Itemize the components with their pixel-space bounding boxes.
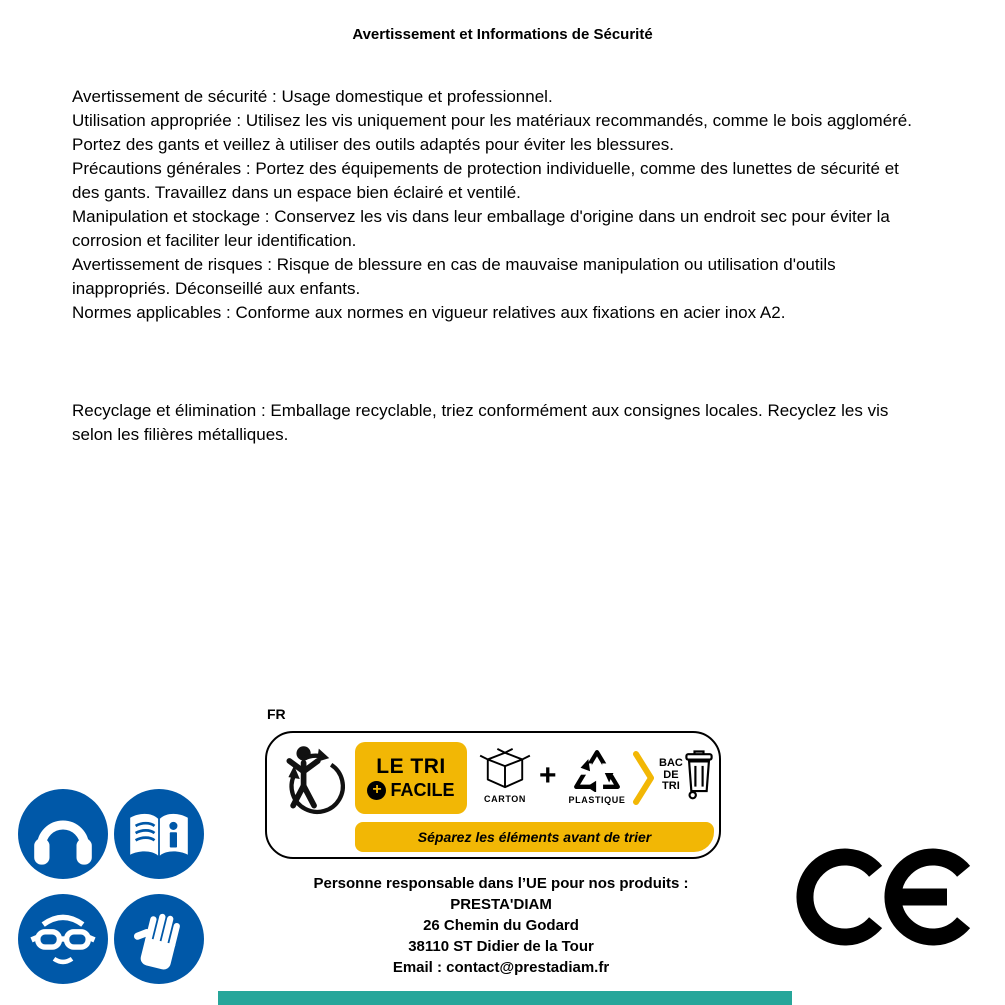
ear-protection-icon (18, 789, 108, 879)
teal-accent-bar (218, 991, 792, 1005)
chevron-icon (633, 749, 655, 812)
triman-icon (277, 741, 353, 827)
le-tri-text: LE TRI (376, 755, 446, 778)
responsible-intro: Personne responsable dans l’UE pour nos produits : (313, 875, 689, 892)
contact-email: Email : contact@prestadiam.fr (392, 959, 610, 976)
carton-item (473, 747, 537, 804)
paragraph-risk-warning: Avertissement de risques : Risque de blessure en cas de mauvaise manipulation ou utilisation d'outils inappropriés. Déconseillé aux enfants. (72, 255, 836, 298)
safety-text-block (72, 85, 924, 447)
eye-protection-icon (18, 894, 108, 984)
read-manual-icon (114, 789, 204, 879)
company-name: PRESTA'DIAM (450, 896, 552, 913)
le-tri-facile-badge (355, 742, 467, 814)
paragraph-general-precautions: Précautions générales : Portez des équipements de protection individuelle, comme des lunettes de sécurité et des gants. Travaillez dans un espace bien éclairé et ventilé. (72, 159, 899, 202)
paragraph-handling-storage: Manipulation et stockage : Conservez les vis dans leur emballage d'origine dans un endroit sec pour éviter la corrosion et faciliter leur identification. (72, 207, 890, 250)
paragraph-standards: Normes applicables : Conforme aux normes en vigueur relatives aux fixations en acier inox A2. (72, 303, 786, 322)
mandatory-pictograms (18, 789, 204, 984)
facile-text: FACILE (390, 780, 455, 800)
paragraph-recycling: Recyclage et élimination : Emballage recyclable, triez conformément aux consignes locales. Recyclez les vis selon les filières métalliques. (72, 401, 889, 444)
hand-protection-icon (114, 894, 204, 984)
responsible-person-block (251, 873, 751, 978)
page-title: Avertissement et Informations de Sécurité (352, 26, 653, 43)
plastique-caption: PLASTIQUE (568, 795, 626, 805)
plus-icon: + (367, 781, 386, 800)
sorting-tagline: Séparez les éléments avant de trier (355, 822, 714, 852)
paragraph-appropriate-use: Utilisation appropriée : Utilisez les vis uniquement pour les matériaux recommandés, comme le bois aggloméré. Portez des gants et veillez à utiliser des outils adaptés pour éviter les blessures. (72, 111, 912, 154)
plastique-item (563, 747, 631, 805)
carton-box-icon (473, 747, 537, 791)
address-city: 38110 ST Didier de la Tour (408, 938, 594, 955)
plus-separator: + (539, 759, 557, 792)
bac-de-tri-text: BAC DE TRI (659, 757, 683, 792)
country-code-label: FR (267, 706, 286, 722)
recycling-triangle-icon (563, 747, 631, 792)
info-tri-label (265, 731, 721, 859)
paragraph-safety-warning: Avertissement de sécurité : Usage domestique et professionnel. (72, 87, 553, 106)
ce-marking-icon (793, 840, 973, 960)
address-street: 26 Chemin du Godard (423, 917, 579, 934)
waste-bin-icon (681, 747, 717, 806)
carton-caption: CARTON (484, 794, 526, 804)
